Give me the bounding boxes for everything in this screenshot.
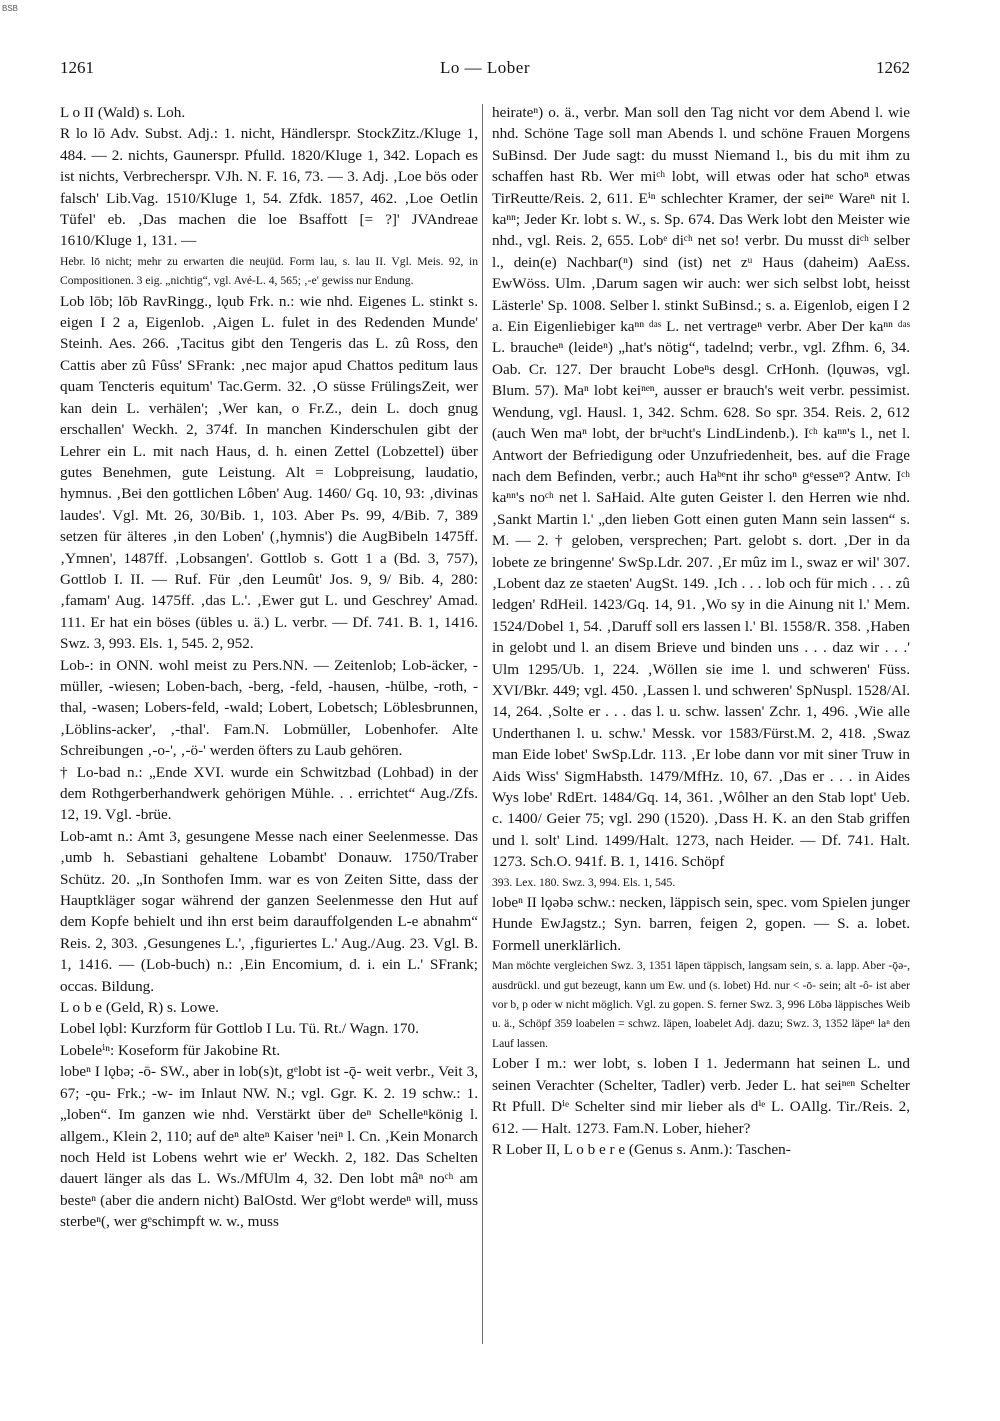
right-column xyxy=(492,102,910,1160)
page-number-right: 1262 xyxy=(876,58,910,77)
entry-note: 393. Lex. 180. Swz. 3, 994. Els. 1, 545. xyxy=(492,875,676,889)
dictionary-entry: lobeⁿ I lǫbə; -ō- SW., aber in lob(s)t, gᵉlobt ist -ǭ- weit verbr., Veit 3, 67; -ǫu- Frk.; -w- im Inlaut NW. N.; vgl. Ggr. K. 2. 19 schw.: 1. „loben“. Im ganzen wie nhd. Verstärkt über deⁿ Schelleⁿkönig l. allgem., Klein 2, 110; auf deⁿ alteⁿ Kaiser 'neiⁿ l. Cn. ‚Kein Monarch noch Held ist Lobens wehrt wie er' Weckh. 2, 182. Das Schelten dauert länger als das L. Ws./MfUlm 4, 32. Den lobt mâⁿ noᶜʰ am besteⁿ (aber die andern nicht) BalOstd. Wer gᵉlobt werdeⁿ will, muss sterbeⁿ(, wer gᵉschimpft w. w., muss xyxy=(60,1063,478,1231)
dictionary-entry: Lob lōb; lōb RavRingg., lǫub Frk. n.: wie nhd. Eigenes L. stinkt s. eigen I 2 a, Eigenlob. ‚Aigen L. fulet in des Redenden Munde' Steinh. Aes. 266. ‚Tacitus gibt den Tengeris das L. zû Ross, den Cattis aber zû Fûss' SFrank: ‚nec major apud Chattos peditum laus quam Tencteris equitum' Tac.Germ. 32. ‚O süsse FrülingsZeit, wer kan dein L. verhälen'; ‚Wer kan, o Fr.Z., dein L. doch gnug erschallen' Weckh. 2, 374f. In manchen Kinderschulen gibt der Lehrer ein L. mit nach Haus, d. h. einen Zettel (Lobzettel) über gutes Benehmen, gute Leistung. Alt = Lobpreisung, laudatio, hymnus. ‚Bei den gottlichen Lôben' Aug. 1460/ Gq. 10, 93: ‚divinas laudes'. Vgl. Mt. 26, 30/Bib. 1, 103. Aber Ps. 99, 4/Bib. 7, 389 setzen für älteres ‚in den Loben' (‚hymnis') die AugBibeln 1475ff. ‚Ymnen', 1487ff. ‚Lobsangen'. Gottlob s. Gott 1 a (Bd. 3, 757), Gottlob I. II. — Ruf. Für ‚den Leumût' Jos. 9, 9/ Bib. 4, 280: ‚famam' Aug. 1475ff. ‚das L.'. ‚Ewer gut L. und Geschrey' Amad. 111. Er hat ein böses (übles u. ä.) L. verbr. — Df. 741. B. 1, 1416. Swz. 3, 993. Els. 1, 545. 2, 952. xyxy=(60,292,478,653)
dictionary-entry: Lob-amt n.: Amt 3, gesungene Messe nach einer Seelenmesse. Das ‚umb h. Sebastiani gehaltene Lobambt' Donauw. 1750/Traber Schütz. 20. „In Sonthofen Imm. war es von Zeiten Sitte, dass der Hauptkläger sogar während der ganzen Seelenmesse den Hut auf dem Kopfe behielt und ihn erst beim darauffolgenden L-e abnahm“ Reis. 2, 303. ‚Gesungenes L.', ‚figuriertes L.' Aug./Aug. 23. Vgl. B. 1, 1416. — (Lob-buch) n.: ‚Ein Encomium, d. i. ein L.' SFrank; occas. Bildung. xyxy=(60,827,478,995)
dictionary-entry: † Lo-bad n.: „Ende XVI. wurde ein Schwitzbad (Lohbad) in der dem Rothgerberhandwerk gehörigen Mühle. . . errichtet“ Aug./Zfs. 12, 19. Vgl. -brüe. xyxy=(60,763,478,824)
column-divider xyxy=(482,104,483,1344)
dictionary-entry: Lobeleⁱⁿ: Koseform für Jakobine Rt. xyxy=(60,1041,280,1059)
entry-note: Man möchte vergleichen Swz. 3, 1351 lāpen täppisch, langsam sein, s. a. lapp. Aber -ǭə-, ausdrückl. und gut bezeugt, kann um Ew. und (s. lobet) Hd. nur < -ō- sein; alt -ô- ist aber vor b, p oder w nicht möglich. Vgl. zu gopen. S. ferner Swz. 3, 996 Lōbə läppisches Weib u. ä., Schöpf 359 loabelen = schwz. läpen, loabelet Adj. dazu; Swz. 3, 1352 läpeⁿ laⁿ den Lauf lassen. xyxy=(492,959,910,1050)
page-number-left: 1261 xyxy=(60,58,94,77)
dictionary-entry: Lobel lǫbl: Kurzform für Gottlob I Lu. Tü. Rt./ Wagn. 170. xyxy=(60,1020,419,1038)
dictionary-entry: lobeⁿ II lǫəbə schw.: necken, läppisch sein, spec. vom Spielen junger Hunde EwJagstz.; Syn. barren, feigen 2, gopen. — S. a. lobet. Formell unerklärlich. xyxy=(492,894,910,954)
dictionary-entry: R lo lō Adv. Subst. Adj.: 1. nicht, Händlerspr. StockZitz./Kluge 1, 484. — 2. nichts, Gaunerspr. Pfulld. 1820/Kluge 1, 342. Lopach es ist nichts, Verbrecherspr. VJh. N. F. 16, 73. — 3. Adj. ‚Loe bös oder falsch' Lib.Vag. 1510/Kluge 1, 54. Zfdk. 1857, 462. ‚Loe Oetlin Tüfel' eb. ‚Das machen die loe Bsaffott [= ?]' JVAndreae 1610/Kluge 1, 131. — xyxy=(60,125,478,250)
dictionary-entry: Lob-: in ONN. wohl meist zu Pers.NN. — Zeitenlob; Lob-äcker, -müller, -wiesen; Loben-bach, -berg, -feld, -hausen, -hülbe, -roth, -thal, -wasen; Lobers-feld, -wald; Lobert, Lobetsch; Löblesbrunnen, ‚Löblins-acker', ‚-thal'. Fam.N. Lobmüller, Lobenhofer. Alte Schreibungen ‚-o-', ‚-ö-' werden öfters zu Laub gehören. xyxy=(60,656,478,760)
dictionary-entry: heirateⁿ) o. ä., verbr. Man soll den Tag nicht vor dem Abend l. wie nhd. Schöne Tage soll man Abends l. und schöne Frauen Morgens SuBinsd. Der Jude sagt: du musst Niemand l., bis du mit ihm zu schaffen hast Rb. Wer miᶜʰ lobt, will etwas oder hat schoⁿ etwas TirReutte/Reis. 2, 611. Eⁱⁿ schlechter Kramer, der seiⁿᵉ Wareⁿ nit l. kaⁿⁿ; Jeder Kr. lobt s. W., s. Sp. 674. Das Werk lobt den Meister wie nhd., vgl. Reis. 2, 655. Lobᵉ diᶜʰ net so! verbr. Du musst diᶜʰ selber l., dein(e) Nachbar(ⁿ) sind (ist) net zᵘ Haus (daheim) AaEss. EwWöss. Ulm. ‚Darum sagen wir auch: wer sich selbst lobt, heisst Lästerle' Sp. 1008. Selber l. stinkt SuBinsd.; s. a. Eigenlob, eigen I 2 a. Ein Eigenliebiger kaⁿⁿ ᵈᵃˢ L. net vertrageⁿ verbr. Aber Der kaⁿⁿ ᵈᵃˢ L. braucheⁿ (leideⁿ) „hat's nötig“, tadelnd; verbr., vgl. Zfhm. 6, 34. Oab. Cr. 127. Der braucht Lobeⁿs desgl. CrHonh. (lǫuwəs, vgl. Blum. 57). Maⁿ lobt keiⁿᵉⁿ, ausser er brauch's weit verbr. pessimist. Wendung, vgl. Hausl. 1, 342. Schm. 628. So spr. 354. Reis. 2, 612 (auch Wen maⁿ lobt, der brᵃucht's LindLindenb.). Iᶜʰ kaⁿⁿ's l., net l. Antwort der Befriedigung oder Unzufriedenheit, bes. auf die Frage nach dem Befinden, verbr.; auch Haᵇᵉnt ihr schoⁿ gᵉesseⁿ? Antw. Iᶜʰ kaⁿⁿ's noᶜʰ net l. SaHaid. Alte guten Geister l. den Herren wie nhd. ‚Sankt Martin l.' „den lieben Gott einen guten Mann sein lassen“ s. M. — 2. † geloben, versprechen; Part. gelobt s. dort. ‚Der in da lobete ze bringenne' SwSp.Ldr. 207. ‚Er mûz im l., swaz er wil' 307. ‚Lobent daz ze staeten' AugSt. 149. ‚Ich . . . lob och für mich . . . zû ledgen' RdHeil. 1423/Gq. 14, 91. ‚Wo sy in die Ainung nit l.' Mem. 1524/Dobel 1, 54. ‚Daruff soll ers lassen l.' Bl. 1558/R. 358. ‚Haben in gelobt und l. an disem Brieve und binden uns . . . daz wir . . .' Ulm 1295/Ub. 1, 224. ‚Wöllen sie ime l. und schweren' Füss. XVI/Bkr. 449; vgl. 450. ‚Lassen l. und schweren' SpNuspl. 1528/Al. 14, 264. ‚Solte er . . . das l. u. schw. lassen' Zchr. 1, 496. ‚Wie alle Underthanen l. u. schw.' Messk. vor 1583/Fürst.M. 2, 418. ‚Swaz man Eide lobet' SwSp.Ldr. 113. ‚Er lobe dann vor mit siner Truw in Aids Wiss' SigmHabsth. 1479/MfHz. 10, 67. ‚Das er . . . in Aides Wys lobe' RdErt. 1484/Gq. 14, 361. ‚Wôlher an den Stab lopt' Ueb. c. 1400/ Geier 75; vgl. 290 (1520). ‚Dass H. K. an den Stab griffen und l. solt' Lind. 1499/Halt. 1273, nach Heider. — Df. 741. Halt. 1273. Sch.O. 941f. B. 1, 1416. Schöpf xyxy=(492,104,910,871)
header-title: Lo — Lober xyxy=(440,58,530,77)
entry-note: Hebr. lō nicht; mehr zu erwarten die neujüd. Form lau, s. lau II. Vgl. Meis. 92, in Compositionen. 3 eig. „nichtig“, vgl. Avé-L. 4, 565; ‚-e' gewiss nur Endung. xyxy=(60,254,478,288)
dictionary-entry: R Lober II, L o b e r e (Genus s. Anm.): Taschen- xyxy=(492,1140,791,1158)
left-column xyxy=(60,102,478,1233)
running-header xyxy=(60,58,910,88)
library-watermark: BSB xyxy=(2,4,19,13)
dictionary-entry: Lober I m.: wer lobt, s. loben I 1. Jedermann hat seinen L. und seinen Verachter (Schelter, Tadler) verb. Jeder L. hat seiⁿᵉⁿ Schelter Rt Pfull. Dⁱᵉ Schelter sind mir lieber als dⁱᵉ L. OAllg. Tir./Reis. 2, 612. — Halt. 1273. Fam.N. Lober, hieher? xyxy=(492,1055,910,1137)
dictionary-entry: L o II (Wald) s. Loh. xyxy=(60,104,186,121)
dictionary-entry: L o b e (Geld, R) s. Lowe. xyxy=(60,999,219,1017)
